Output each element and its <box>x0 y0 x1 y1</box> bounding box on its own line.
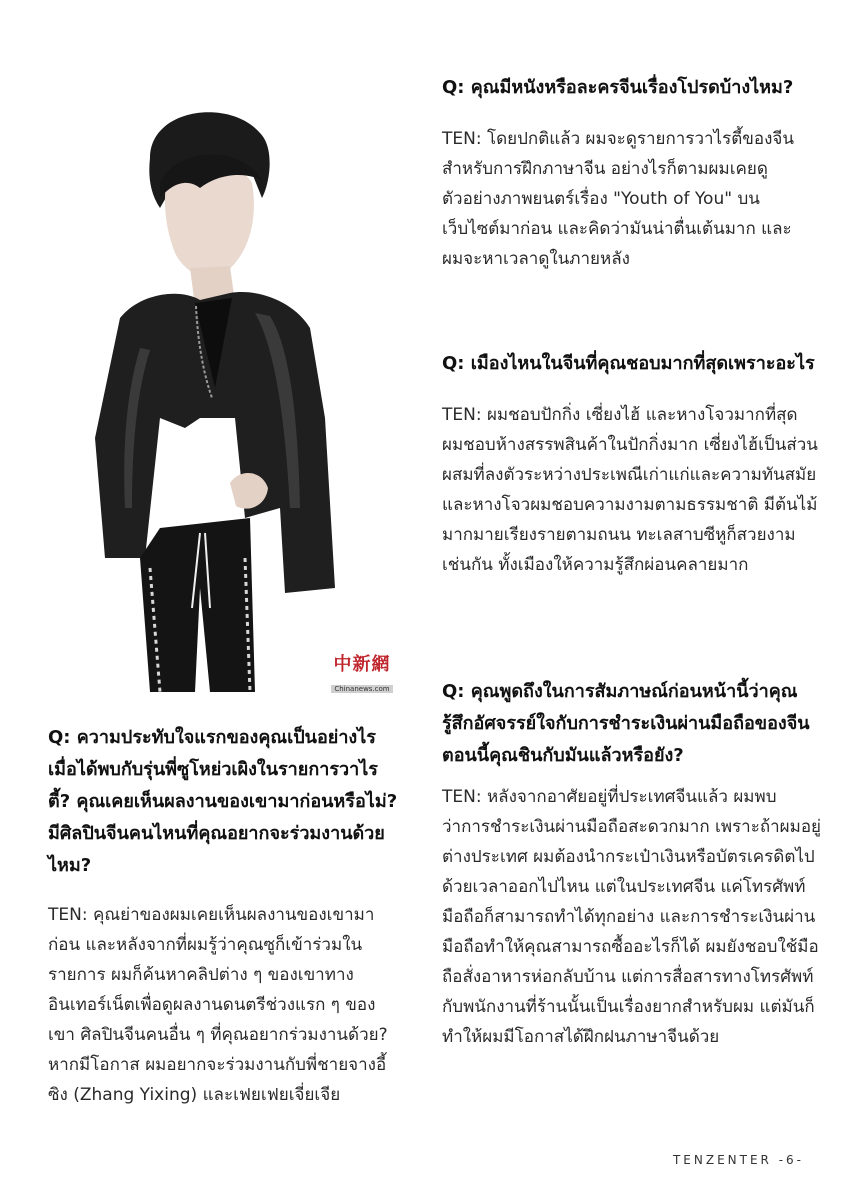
artist-photo <box>0 88 400 692</box>
watermark <box>322 650 402 695</box>
page-footer: TENZENTER -6- <box>672 1153 804 1167</box>
qa-block-2 <box>442 348 822 580</box>
question: Q: เมืองไหนในจีนที่คุณชอบมากที่สุดเพราะอะไร <box>442 353 815 374</box>
answer: TEN: คุณย่าของผมเคยเห็นผลงานของเขามาก่อน และหลังจากที่ผมรู้ว่าคุณซูก็เข้าร่วมในรายการ ผมก็ค้นหาคลิปต่าง ๆ ของเขาทางอินเทอร์เน็ตเพื่อดูผลงานดนตรีช่วงแรก ๆ ของเขา ศิลปินจีนคนอื่น ๆ ที่คุณอยากร่วมงานด้วย? หากมีโอกาส ผมอยากจะร่วมงานกับพี่ชายจางอี้ซิง (Zhang Yixing) และเฟยเฟยเจี่ยเจีย <box>48 905 388 1105</box>
qa-block-1 <box>442 72 812 274</box>
question: Q: คุณพูดถึงในการสัมภาษณ์ก่อนหน้านี้ว่าคุณรู้สึกอัศจรรย์ใจกับการชำระเงินผ่านมือถือของจีน ตอนนี้คุณชินกับมันแล้วหรือยัง? <box>442 681 810 766</box>
watermark-logo: 中新網 <box>333 654 391 675</box>
answer: TEN: ผมชอบปักกิ่ง เซี่ยงไฮ้ และหางโจวมากที่สุด ผมชอบห้างสรรพสินค้าในปักกิ่งมาก เซี่ยงไฮ้เป็นส่วนผสมที่ลงตัวระหว่างประเพณีเก่าแก่และความทันสมัย และหางโจวผมชอบความงามตามธรรมชาติ มีต้นไม้มากมายเรียงรายตามถนน ทะเลสาบซีหูก็สวยงามเช่นกัน ทั้งเมืองให้ความรู้สึกผ่อนคลายมาก <box>442 405 818 575</box>
qa-block-4 <box>48 722 400 1110</box>
artist-illustration <box>0 88 400 692</box>
qa-block-3 <box>442 676 822 1052</box>
question: Q: คุณมีหนังหรือละครจีนเรื่องโปรดบ้างไหม? <box>442 77 794 98</box>
watermark-url: Chinanews.com <box>331 685 392 693</box>
answer: TEN: หลังจากอาศัยอยู่ที่ประเทศจีนแล้ว ผมพบว่าการชำระเงินผ่านมือถือสะดวกมาก เพราะถ้าผมอยู่ต่างประเทศ ผมต้องนำกระเป๋าเงินหรือบัตรเครดิตไปด้วยเวลาออกไปไหน แต่ในประเทศจีน แค่โทรศัพท์มือถือก็สามารถทำได้ทุกอย่าง และการชำระเงินผ่านมือถือทำให้คุณสามารถซื้ออะไรก็ได้ ผมยังชอบใช้มือถือสั่งอาหารห่อกลับบ้าน แต่การสื่อสารทางโทรศัพท์กับพนักงานที่ร้านนั้นเป็นเรื่องยากสำหรับผม แต่มันก็ทำให้ผมมีโอกาสได้ฝึกฝนภาษาจีนด้วย <box>442 787 822 1047</box>
answer: TEN: โดยปกติแล้ว ผมจะดูรายการวาไรตี้ของจีนสำหรับการฝึกภาษาจีน อย่างไรก็ตามผมเคยดูตัวอย่างภาพยนตร์เรื่อง "Youth of You" บนเว็บไซต์มาก่อน และคิดว่ามันน่าตื่นเต้นมาก และผมจะหาเวลาดูในภายหลัง <box>442 129 794 269</box>
question: Q: ความประทับใจแรกของคุณเป็นอย่างไรเมื่อได้พบกับรุ่นพี่ซูโหย่วเผิงในรายการวาไรตี้? คุณเคยเห็นผลงานของเขามาก่อนหรือไม่? มีศิลปินจีนคนไหนที่คุณอยากจะร่วมงานด้วยไหม? <box>48 727 398 876</box>
